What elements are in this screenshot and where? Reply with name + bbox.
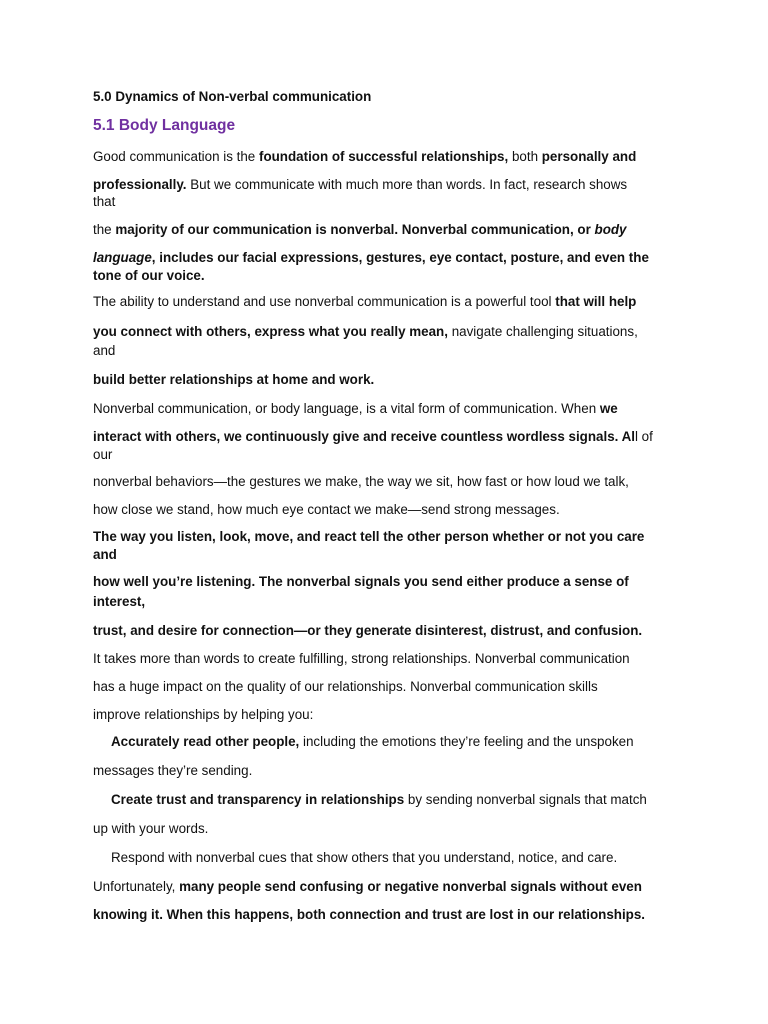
paragraph-line: our [93, 447, 113, 462]
paragraph-line: It takes more than words to create fulfilling, strong relationships. Nonverbal communication [93, 651, 630, 666]
paragraph-line: interest, [93, 594, 146, 609]
paragraph-line: improve relationships by helping you: [93, 707, 314, 722]
paragraph-line: Unfortunately, many people send confusing or negative nonverbal signals without even [93, 879, 642, 894]
paragraph-line: knowing it. When this happens, both connection and trust are lost in our relationships. [93, 907, 646, 922]
paragraph-line: build better relationships at home and work. [93, 372, 375, 387]
paragraph-line: trust, and desire for connection—or they generate disinterest, distrust, and confusion. [93, 623, 643, 638]
list-item-continuation: up with your words. [93, 821, 209, 836]
paragraph-line: nonverbal behaviors—the gestures we make, the way we sit, how fast or how loud we talk, [93, 474, 629, 489]
paragraph-line: how close we stand, how much eye contact we make—send strong messages. [93, 502, 560, 517]
list-item-continuation: messages they’re sending. [93, 763, 253, 778]
paragraph-line: how well you’re listening. The nonverbal signals you send either produce a sense of [93, 574, 629, 589]
paragraph-line: has a huge impact on the quality of our relationships. Nonverbal communication skills [93, 679, 598, 694]
paragraph-line: professionally. But we communicate with much more than words. In fact, research shows [93, 177, 628, 192]
paragraph-line: that [93, 194, 116, 209]
paragraph-line: tone of our voice. [93, 268, 205, 283]
paragraph-line: the majority of our communication is nonverbal. Nonverbal communication, or body [93, 222, 627, 237]
paragraph-line: Good communication is the foundation of successful relationships, both personally and [93, 149, 637, 164]
paragraph-line: and [93, 343, 116, 358]
paragraph-line: Nonverbal communication, or body language, is a vital form of communication. When we [93, 401, 618, 416]
paragraph-line: The ability to understand and use nonverbal communication is a powerful tool that will help [93, 294, 637, 309]
list-item: Respond with nonverbal cues that show others that you understand, notice, and care. [111, 850, 618, 865]
list-item: Create trust and transparency in relationships by sending nonverbal signals that match [111, 792, 647, 807]
paragraph-line: The way you listen, look, move, and react tell the other person whether or not you care [93, 529, 645, 544]
paragraph-line: language, includes our facial expressions, gestures, eye contact, posture, and even the [93, 250, 649, 265]
section-heading: 5.0 Dynamics of Non-verbal communication [93, 89, 372, 104]
paragraph-line: you connect with others, express what you really mean, navigate challenging situations, [93, 324, 638, 339]
subsection-heading: 5.1 Body Language [93, 117, 236, 134]
paragraph-line: and [93, 547, 117, 562]
paragraph-line: interact with others, we continuously give and receive countless wordless signals. All of [93, 429, 653, 444]
list-item: Accurately read other people, including the emotions they’re feeling and the unspoken [111, 734, 634, 749]
